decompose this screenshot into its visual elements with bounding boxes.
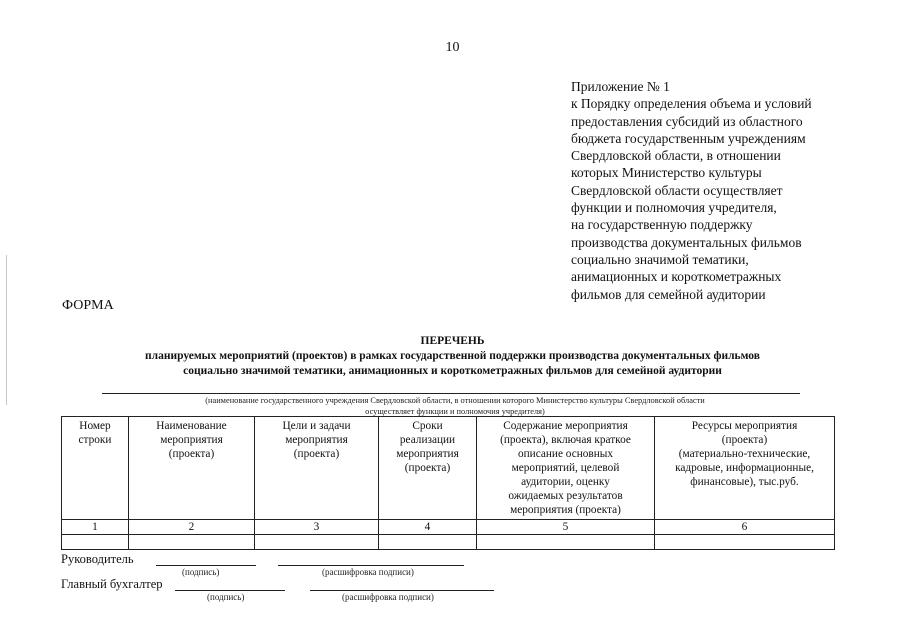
- head-decoding-line: [278, 565, 464, 566]
- header-cell: [62, 417, 129, 520]
- column-number-cell: 1: [62, 520, 129, 535]
- organization-name-line: [102, 393, 800, 394]
- title-line-1: планируемых мероприятий (проектов) в рамках государственной поддержки производства документальных фильмов: [145, 350, 760, 362]
- accountant-decoding-caption: (расшифровка подписи): [342, 592, 434, 602]
- org-caption-line-1: (наименование государственного учреждения Свердловской области, в отношении которого Министерство культуры Свердловской области: [205, 396, 705, 405]
- header-cell-line: (проекта): [721, 434, 768, 446]
- appendix-line: социально значимой тематики,: [571, 251, 749, 267]
- header-cell-line: мероприятия: [160, 434, 223, 446]
- accountant-decoding-line: [310, 590, 494, 591]
- accountant-signature-caption: (подпись): [207, 592, 245, 602]
- header-cell-line: Сроки: [412, 420, 443, 432]
- header-cell-line: (проекта), включая краткое: [500, 434, 631, 446]
- data-cell: [477, 535, 655, 550]
- data-cell: [129, 535, 255, 550]
- head-label: Руководитель: [61, 552, 134, 566]
- organization-caption: [100, 395, 810, 417]
- header-cell-line: описание основных: [517, 448, 614, 460]
- column-number-row: [62, 520, 835, 535]
- header-cell-line: ожидаемых результатов: [508, 490, 623, 502]
- header-cell: [477, 417, 655, 520]
- data-cell: [655, 535, 835, 550]
- page-number: 10: [445, 40, 460, 55]
- column-number-cell: 3: [255, 520, 379, 535]
- head-signature-line: [156, 565, 256, 566]
- header-cell: [129, 417, 255, 520]
- head-decoding-caption: (расшифровка подписи): [322, 567, 414, 577]
- form-label: ФОРМА: [62, 298, 114, 313]
- header-cell-line: Ресурсы мероприятия: [691, 420, 798, 432]
- header-cell-line: аудитории, оценку: [521, 476, 610, 488]
- events-table: [61, 416, 835, 550]
- appendix-line: бюджета государственным учреждениям: [571, 130, 806, 146]
- title-line-2: социально значимой тематики, анимационных и короткометражных фильмов для семейной аудитории: [183, 365, 722, 377]
- header-cell-line: реализации: [399, 434, 456, 446]
- header-cell-line: Содержание мероприятия: [503, 420, 628, 432]
- header-cell-line: мероприятия: [285, 434, 348, 446]
- column-number-cell: 6: [655, 520, 835, 535]
- appendix-line: функции и полномочия учредителя,: [571, 200, 777, 216]
- accountant-signature-line: [175, 590, 285, 591]
- header-cell: [255, 417, 379, 520]
- data-cell: [255, 535, 379, 550]
- header-cell-line: Номер: [79, 420, 111, 432]
- appendix-line: Свердловской области, в отношении: [571, 148, 781, 164]
- appendix-line: к Порядку определения объема и условий: [571, 96, 812, 112]
- org-caption-line-2: осуществляет функции и полномочия учредителя): [365, 407, 545, 416]
- appendix-line: Приложение № 1: [571, 79, 670, 94]
- header-cell-line: (проекта): [404, 462, 451, 474]
- data-cell: [379, 535, 477, 550]
- title-heading: ПЕРЕЧЕНЬ: [420, 335, 485, 347]
- appendix-line: на государственную поддержку: [571, 217, 753, 233]
- appendix-line: которых Министерство культуры: [571, 165, 762, 181]
- header-cell-line: Наименование: [156, 420, 227, 432]
- appendix-block: [571, 78, 871, 303]
- document-title: [0, 334, 905, 379]
- head-signature-caption: (подпись): [182, 567, 220, 577]
- header-cell-line: мероприятий, целевой: [511, 462, 620, 474]
- header-cell: [655, 417, 835, 520]
- header-cell-line: финансовые), тыс.руб.: [690, 476, 799, 488]
- appendix-line: предоставления субсидий из областного: [571, 113, 803, 129]
- appendix-line: Свердловской области осуществляет: [571, 182, 783, 198]
- header-cell-line: (материально-технические,: [678, 448, 811, 460]
- column-number-cell: 2: [129, 520, 255, 535]
- header-cell-line: Цели и задачи: [282, 420, 351, 432]
- header-cell-line: мероприятия: [396, 448, 459, 460]
- table-header-row: [62, 417, 835, 520]
- empty-data-row: [62, 535, 835, 550]
- column-number-cell: 5: [477, 520, 655, 535]
- header-cell-line: (проекта): [168, 448, 215, 460]
- accountant-label: Главный бухгалтер: [61, 577, 163, 591]
- appendix-line: фильмов для семейной аудитории: [571, 286, 766, 302]
- header-cell-line: кадровые, информационные,: [675, 462, 814, 474]
- header-cell: [379, 417, 477, 520]
- header-cell-line: строки: [78, 434, 112, 446]
- appendix-line: производства документальных фильмов: [571, 234, 802, 250]
- scan-edge-mark: [6, 255, 7, 405]
- header-cell-line: мероприятия (проекта): [510, 504, 621, 516]
- appendix-line: анимационных и короткометражных: [571, 269, 782, 285]
- header-cell-line: (проекта): [293, 448, 340, 460]
- column-number-cell: 4: [379, 520, 477, 535]
- data-cell: [62, 535, 129, 550]
